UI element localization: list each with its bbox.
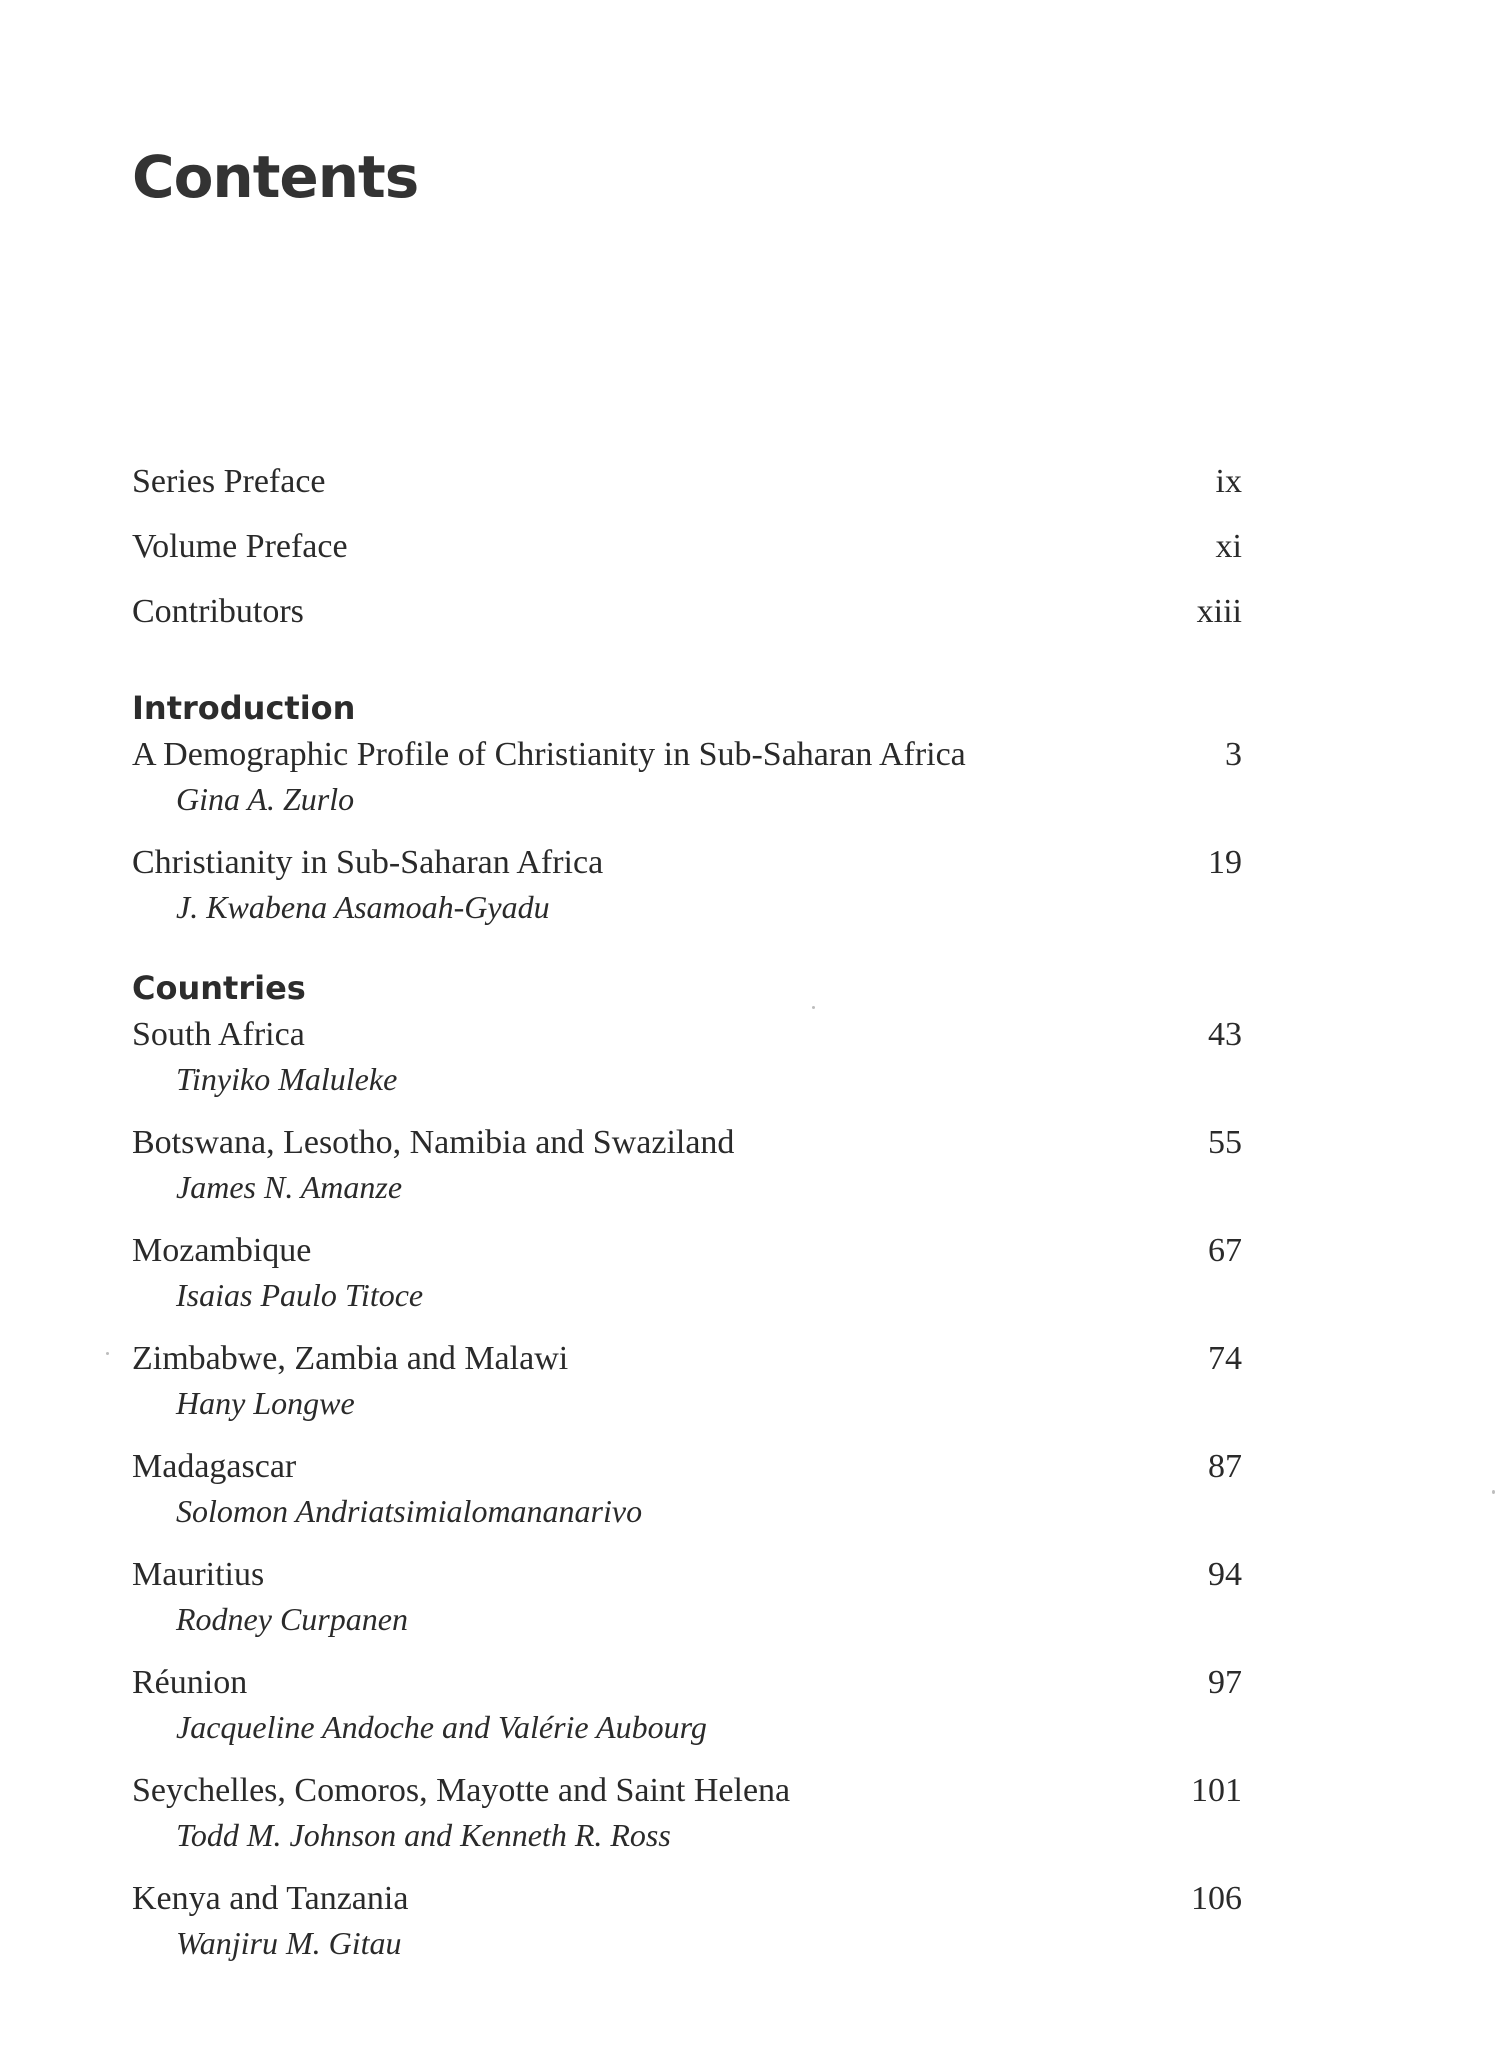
toc-entry-zimbabwe[interactable] <box>132 1339 1242 1423</box>
toc-entry-volume-preface[interactable] <box>132 527 1242 567</box>
toc-entry-south-africa[interactable] <box>132 1015 1242 1099</box>
toc-entry-page: 43 <box>1208 1016 1242 1053</box>
toc-entry-series-preface[interactable] <box>132 462 1242 502</box>
toc-entry-title: Christianity in Sub-Saharan Africa <box>132 844 604 881</box>
toc-entry-page: 74 <box>1208 1340 1242 1377</box>
toc-entry-page: 55 <box>1208 1124 1242 1161</box>
toc-entry-author: Rodney Curpanen <box>176 1601 408 1637</box>
toc-entry-row <box>132 462 1242 502</box>
toc-entry-contributors[interactable] <box>132 592 1242 632</box>
toc-entry-author: Hany Longwe <box>176 1385 355 1421</box>
toc-entry-demographic-profile[interactable] <box>132 735 1242 819</box>
toc-entry-seychelles[interactable] <box>132 1771 1242 1855</box>
toc-entry-madagascar[interactable] <box>132 1447 1242 1531</box>
toc-entry-author: Todd M. Johnson and Kenneth R. Ross <box>176 1817 671 1853</box>
toc-entry-christianity-ssa[interactable] <box>132 843 1242 927</box>
toc-entry-page: 94 <box>1208 1556 1242 1593</box>
toc-entry-author: Tinyiko Maluleke <box>176 1061 398 1097</box>
toc-entry-title: Mauritius <box>132 1556 265 1593</box>
toc-entry-author: Jacqueline Andoche and Valérie Aubourg <box>176 1709 707 1745</box>
toc-entry-row <box>132 1555 1242 1595</box>
section-heading-introduction: Introduction <box>132 689 356 727</box>
toc-entry-row <box>132 1663 1242 1703</box>
toc-entry-page: xi <box>1215 528 1242 565</box>
toc-entry-row <box>132 735 1242 775</box>
scan-speck <box>106 1352 109 1355</box>
toc-entry-page: 106 <box>1191 1880 1242 1917</box>
toc-entry-title: A Demographic Profile of Christianity in Sub-Saharan Africa <box>132 736 966 773</box>
toc-entry-reunion[interactable] <box>132 1663 1242 1747</box>
toc-entry-author: James N. Amanze <box>176 1169 403 1205</box>
toc-entry-author: Solomon Andriatsimialomananarivo <box>176 1493 643 1529</box>
toc-entry-row <box>132 843 1242 883</box>
toc-entry-botswana[interactable] <box>132 1123 1242 1207</box>
toc-entry-kenya[interactable] <box>132 1879 1242 1963</box>
toc-entry-page: 97 <box>1208 1664 1242 1701</box>
toc-entry-title: South Africa <box>132 1016 305 1053</box>
toc-entry-row <box>132 1231 1242 1271</box>
toc-entry-row <box>132 1447 1242 1487</box>
toc-entry-title: Zimbabwe, Zambia and Malawi <box>132 1340 569 1377</box>
toc-entry-page: 101 <box>1191 1772 1242 1809</box>
toc-entry-row <box>132 1879 1242 1919</box>
toc-entry-author: Gina A. Zurlo <box>176 781 355 817</box>
toc-entry-title: Madagascar <box>132 1448 297 1485</box>
toc-entry-title: Volume Preface <box>132 528 348 565</box>
toc-entry-mauritius[interactable] <box>132 1555 1242 1639</box>
toc-entry-title: Mozambique <box>132 1232 312 1269</box>
page-title: Contents <box>132 143 419 211</box>
toc-entry-title: Botswana, Lesotho, Namibia and Swaziland <box>132 1124 735 1161</box>
toc-entry-author: Isaias Paulo Titoce <box>176 1277 424 1313</box>
toc-entry-title: Series Preface <box>132 463 326 500</box>
toc-entry-page: 19 <box>1208 844 1242 881</box>
toc-entry-page: 87 <box>1208 1448 1242 1485</box>
toc-entry-row <box>132 1015 1242 1055</box>
toc-entry-author: J. Kwabena Asamoah-Gyadu <box>176 889 550 925</box>
toc-entry-mozambique[interactable] <box>132 1231 1242 1315</box>
toc-entry-row <box>132 592 1242 632</box>
toc-entry-title: Réunion <box>132 1664 248 1701</box>
scan-speck <box>812 1006 815 1009</box>
toc-entry-title: Kenya and Tanzania <box>132 1880 409 1917</box>
toc-entry-page: 3 <box>1225 736 1242 773</box>
toc-entry-row <box>132 1339 1242 1379</box>
toc-entry-title: Seychelles, Comoros, Mayotte and Saint Helena <box>132 1772 791 1809</box>
toc-entry-page: ix <box>1215 463 1242 500</box>
toc-entry-row <box>132 527 1242 567</box>
toc-entry-author: Wanjiru M. Gitau <box>176 1925 402 1961</box>
section-heading-countries: Countries <box>132 969 306 1007</box>
toc-entry-row <box>132 1771 1242 1811</box>
scan-speck <box>1492 1490 1495 1494</box>
toc-entry-page: xiii <box>1196 593 1242 630</box>
toc-entry-row <box>132 1123 1242 1163</box>
toc-entry-page: 67 <box>1208 1232 1242 1269</box>
toc-entry-title: Contributors <box>132 593 304 630</box>
